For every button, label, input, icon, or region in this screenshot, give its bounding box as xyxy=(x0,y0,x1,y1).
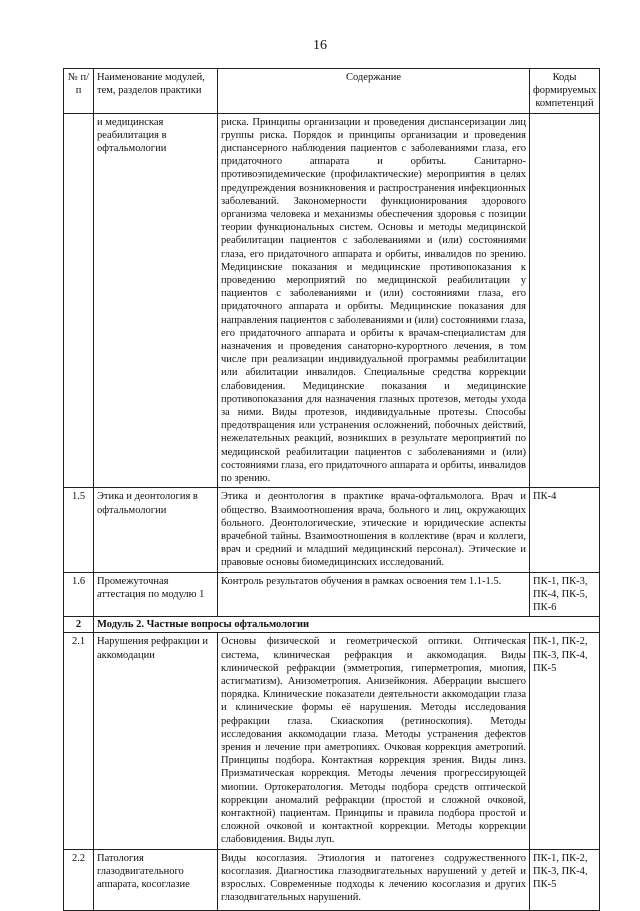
row-content: Виды косоглазия. Этиология и патогенез содружественного косоглазия. Диагностика глазодвигательных нарушений у детей и взрослых. Современные подходы к лечению косоглазия и других глазодвигательных нарушений. xyxy=(218,849,530,910)
row-codes: ПК-4 xyxy=(530,488,600,572)
row-num xyxy=(64,113,94,488)
table-row xyxy=(64,849,600,910)
header-name: Наименование модулей, тем, разделов практики xyxy=(94,69,218,114)
row-name: Этика и деонтология в офтальмологии xyxy=(94,488,218,572)
header-codes: Коды формируемых компетенций xyxy=(530,69,600,114)
module-row xyxy=(64,617,600,633)
row-codes: ПК-1, ПК-2, ПК-3, ПК-4, ПК-5 xyxy=(530,633,600,849)
row-name: Промежуточная аттестация по модулю 1 xyxy=(94,572,218,617)
row-codes xyxy=(530,113,600,488)
module-num: 2 xyxy=(64,617,94,633)
table-row xyxy=(64,633,600,849)
row-content: Контроль результатов обучения в рамках освоения тем 1.1-1.5. xyxy=(218,572,530,617)
row-codes: ПК-1, ПК-3, ПК-4, ПК-5, ПК-6 xyxy=(530,572,600,617)
row-num: 2.2 xyxy=(64,849,94,910)
row-name: Нарушения рефракции и аккомодации xyxy=(94,633,218,849)
row-num: 2.1 xyxy=(64,633,94,849)
row-content: Этика и деонтология в практике врача-офтальмолога. Врач и общество. Взаимоотношения врача, больного и лиц, окружающих больного. Деонтологические, этические и юридические аспекты врачебной тайны. Взаимоотношения в коллективе (врач и коллеги, врач и средний и младший медицинский персонал). Этические и правовые основы биомедицинских исследований. xyxy=(218,488,530,572)
row-codes: ПК-1, ПК-2, ПК-3, ПК-4, ПК-5 xyxy=(530,849,600,910)
table-row xyxy=(64,113,600,488)
header-content: Содержание xyxy=(218,69,530,114)
header-num: № п/п xyxy=(64,69,94,114)
row-num: 1.5 xyxy=(64,488,94,572)
row-num: 1.6 xyxy=(64,572,94,617)
table-row xyxy=(64,488,600,572)
table-row xyxy=(64,572,600,617)
row-name: Патология глазодвигательного аппарата, косоглазие xyxy=(94,849,218,910)
row-name: и медицинская реабилитация в офтальмологии xyxy=(94,113,218,488)
row-content: риска. Принципы организации и проведения диспансеризации лиц группы риска. Порядок и принципы организации и проведения диспансерного наблюдения пациентов с заболеваниями глаза, его придаточного аппарата и орбиты. Санитарно-противоэпидемические (профилактические) мероприятия в целях предупреждения возникновения и распространения инфекционных заболеваний. Закономерности функционирования здорового организма человека и механизмы обеспечения здоровья с позиции теории функциональных систем. Основы и методы медицинской реабилитации пациентов с заболеваниями и (или) состояниями глаза, его придаточного аппарата и орбиты, инвалидов по зрению. Медицинские показания и медицинские противопоказания к проведению мероприятий по медицинской реабилитации у пациентов с заболеваниями и (или) состояниями глаза, его придаточного аппарата и орбиты. Медицинские показания для направления пациентов с заболеваниями и (или) состояниями глаза, его придаточного аппарата и орбиты к врачам-специалистам для назначения и проведения санаторно-курортного лечения, в том числе при реализации индивидуальной программы реабилитации или абилитации инвалидов. Специальные средства коррекции слабовидения. Медицинские показания и медицинские противопоказания для назначения глазных протезов, методы ухода за ними. Виды протезов, индивидуальные протезы. Способы предотвращения или устранения осложнений, побочных действий, нежелательных реакций, возникших в результате мероприятий по медицинской реабилитации пациентов с заболеваниями и (или) состояниями глаза, его придаточного аппарата и орбиты, инвалидов по зрению. xyxy=(218,113,530,488)
table-header-row xyxy=(64,69,600,114)
page-number: 16 xyxy=(313,38,327,53)
row-content: Основы физической и геометрической оптики. Оптическая система, клиническая рефракция и аккомодация. Виды клинической рефракции (эмметропия, гиперметропия, миопия, астигматизм). Анизометропия. Анизейкония. Аберрации высшего порядка. Клинические показатели деятельности аккомодации глаза и клинические формы её нарушения. Методы исследования рефракции глаза. Скиаскопия (ретиноскопия). Методы исследования аккомодации глаза. Методы устранения дефектов зрения и лечение при аметропиях. Очковая коррекция аметропий. Принципы подбора. Контактная коррекция зрения. Виды линз. Призматическая коррекция. Методы лечения прогрессирующей миопии. Ортокератология. Методы подбора средств оптической коррекции аномалий рефракции (простой и сложной очковой, контактной) пациентам. Принципы и правила подбора простой и сложной очковой и контактной коррекции. Методы коррекции слабовидения. Виды луп. xyxy=(218,633,530,849)
module-title: Модуль 2. Частные вопросы офтальмологии xyxy=(94,617,600,633)
curriculum-table xyxy=(63,68,600,911)
